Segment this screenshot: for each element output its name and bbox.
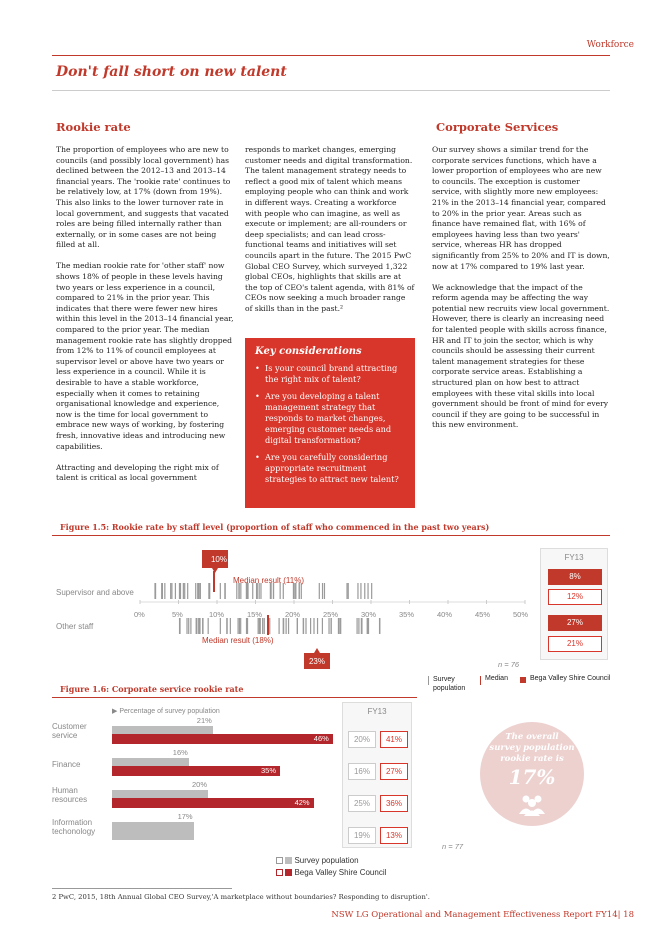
bar-row [52, 812, 332, 842]
corporate-bar-chart [52, 716, 332, 846]
fy-cell-council: 27% [548, 615, 602, 631]
council-bar: 46% [112, 734, 333, 744]
corporate-column [432, 145, 610, 441]
section-tag: Workforce [586, 40, 634, 50]
tick-label: 25% [323, 610, 339, 619]
survey-value-label: 20% [192, 780, 208, 789]
fy-cell-previous: 21% [548, 636, 602, 652]
survey-bar [112, 758, 189, 766]
legend-survey-label: Survey population [433, 676, 466, 692]
legend-council-label: Bega Valley Shire Council [530, 675, 611, 682]
legend-median-swatch [480, 676, 481, 685]
callout-line: rookie rate is [500, 754, 564, 764]
fy13-survey-cell: 19% [348, 827, 376, 844]
page-title: Don't fall short on new talent [56, 64, 287, 80]
fy13-council-cell: 13% [380, 827, 408, 844]
page-footer: NSW LG Operational and Management Effectiveness Report FY14| 18 [331, 910, 634, 920]
fy13-label: FY13 [564, 553, 584, 562]
legend-survey-row [276, 856, 359, 865]
middle-column [245, 145, 415, 325]
fy-cell-council: 8% [548, 569, 602, 585]
corporate-paragraph-2: We acknowledge that the impact of the reform agenda may be affecting the way potential new recruits view local government. However, there is clearly an increasing need for talented people with skills across finance, HR and IT to join the sector, which is why councils should be assessing their current talent management strategies for these corporate service areas. Establishing a structured plan on how best to attract employees with these vital skills into local government should be front of mind for every council if they are going to be successful in this new environment. [432, 282, 610, 430]
survey-value-label: 17% [177, 812, 193, 821]
axis-note: ▶ Percentage of survey population [112, 708, 220, 715]
legend-survey-fill [285, 857, 292, 864]
rookie-heading: Rookie rate [56, 120, 131, 134]
fy13-box-fig16 [342, 702, 412, 848]
tick-label: 10% [209, 610, 225, 619]
axis-tick-labels [130, 610, 540, 622]
row-label-supervisor: Supervisor and above [56, 588, 134, 597]
footnote: 2 PwC, 2015, 18th Annual Global CEO Survey,'A marketplace without boundaries? Responding to disruption'. [52, 893, 430, 901]
fig16-sample-size: n = 77 [442, 842, 464, 851]
fig16-legend [276, 856, 426, 882]
middle-paragraph-1: responds to market changes, emerging customer needs and digital transformation. The talent management strategy needs to reflect a good mix of talent which means employing people who can think and work in different ways. Creating a workforce with people who can imagine, as well as execute or implement; are all-rounders or deep specialists; and can lead cross-functional teams and initiatives will set councils apart in the future. The 2015 PwC Global CEO Survey, which surveyed 1,322 global CEOs, highlights that skills are at the top of CEO's talent agenda, with 81% of CEOs now seeking a much broader range of skills than in the past.² [245, 145, 415, 313]
flag-value-supervisor: 10% [210, 555, 227, 564]
bar-row [52, 716, 332, 746]
fy13-survey-cell: 20% [348, 731, 376, 748]
legend-council-label: Bega Valley Shire Council [294, 868, 387, 877]
legend-median-label: Median [485, 675, 508, 682]
flag-pointer-other-staff [314, 648, 320, 653]
category-label: Finance [52, 760, 81, 769]
council-bar: 42% [112, 798, 314, 808]
callout-line: The overall [505, 732, 559, 742]
corporate-heading: Corporate Services [436, 120, 559, 134]
fy13-box-fig15 [540, 548, 608, 660]
tick-label: 50% [513, 610, 529, 619]
figure-1-6-title: Figure 1.6: Corporate service rookie rate [60, 684, 244, 694]
tick-label: 20% [285, 610, 301, 619]
key-item: • Are you carefully considering appropriate recruitment strategies to attract new talent? [255, 452, 405, 485]
survey-bar-extended [112, 830, 194, 840]
category-label: Customer service [52, 722, 87, 740]
key-item: • Are you developing a talent management strategy that responds to market changes, emerging customer needs and digital transformation? [255, 391, 405, 446]
tick-label: 15% [247, 610, 263, 619]
rookie-paragraph-3: Attracting and developing the right mix of talent is critical as local government [56, 462, 219, 483]
tick-label: 0% [134, 610, 145, 619]
title-rule [52, 90, 610, 91]
tick-label: 40% [437, 610, 453, 619]
fig15-legend [428, 675, 613, 697]
rookie-rate-callout [480, 722, 584, 826]
tick-label: 5% [172, 610, 183, 619]
legend-survey-swatch [428, 676, 429, 685]
supervisor-strip [155, 583, 372, 599]
corporate-paragraph-1: Our survey shows a similar trend for the corporate services functions, which have a lower proportion of employees who are new to councils. The exception is customer service, with slightly more new employees: 21% in the 2013–14 financial year, compared to 20% in the prior year. Areas such as finance have remained flat, with 16% of employees having less than two years' service, whereas HR has dropped significantly from 25% to 20% and IT is down, now at 17% compared to 19% last year. [432, 145, 610, 271]
key-item: • Is your council brand attracting the right mix of talent? [255, 363, 405, 385]
legend-survey-label: Survey population [294, 856, 359, 865]
median-label-supervisor: Median result (11%) [233, 576, 304, 585]
council-bar: 35% [112, 766, 280, 776]
tick-label: 30% [361, 610, 377, 619]
tick-label: 45% [475, 610, 491, 619]
flag-pointer-supervisor [212, 568, 218, 573]
people-icon [516, 794, 548, 816]
fig15-sample-size: n = 76 [498, 660, 520, 669]
top-rule [52, 55, 610, 56]
row-label-other-staff: Other staff [56, 622, 94, 631]
callout-value: 17% [508, 765, 556, 789]
rookie-column [56, 145, 234, 494]
figure-1-5-title: Figure 1.5: Rookie rate by staff level (proportion of staff who commenced in the past two years) [60, 522, 490, 532]
tick-label: 35% [399, 610, 415, 619]
bar-row [52, 780, 332, 810]
category-label: Information techonology [52, 818, 96, 836]
legend-council-row [276, 868, 386, 877]
callout-text [480, 732, 584, 765]
fy13-survey-cell: 25% [348, 795, 376, 812]
legend-council-swatch [520, 677, 526, 683]
bar-row [52, 748, 332, 778]
footnote-rule [52, 888, 232, 889]
key-considerations-box [245, 338, 415, 508]
category-label: Human resources [52, 786, 88, 804]
fy13-label: FY13 [367, 707, 387, 716]
rookie-paragraph-2: The median rookie rate for 'other staff' now shows 18% of people in these levels having two years or less experience in a council, compared to 21% in the prior year. This indicates that there were fewer new hires within this level in the 2013–14 financial year, compared to the prior year. The median management rookie rate has slightly dropped from 12% to 11% of council employees at supervisor level or above have two years or less experience in a council. While it is desirable to have a stable workforce, especially when it comes to retaining organisational knowledge and experience, now is the time for local government to embrace new ways of working, by fostering fresh, innovative ideas and introducing new capabilities. [56, 261, 234, 451]
fy-cell-previous: 12% [548, 589, 602, 605]
figure-1-6-rule [52, 697, 417, 698]
survey-value-label: 21% [196, 716, 212, 725]
flag-value-other-staff: 23% [308, 657, 325, 666]
median-label-other-staff: Median result (18%) [202, 636, 274, 645]
legend-survey-swatch [276, 857, 283, 864]
fy13-council-cell: 41% [380, 731, 408, 748]
callout-line: survey population [489, 743, 575, 753]
legend-council-swatch [276, 869, 283, 876]
fy13-survey-cell: 16% [348, 763, 376, 780]
key-considerations-list [255, 363, 405, 485]
survey-bar [112, 790, 208, 798]
fy13-council-cell: 27% [380, 763, 408, 780]
survey-value-label: 16% [172, 748, 188, 757]
rookie-paragraph-1: The proportion of employees who are new to councils (and possibly local government) has declined between the 2012–13 and 2013–14 financial years. The 'rookie rate' continues to be relatively low, at 17% (down from 19%). This also links to the lower turnover rate in local government, and suggests that vacated roles are being filled internally rather than externally, or in some cases are not being filled at all. [56, 145, 231, 250]
fy13-council-cell: 36% [380, 795, 408, 812]
survey-bar [112, 726, 213, 734]
key-considerations-title: Key considerations [255, 346, 362, 357]
figure-1-5-rule [52, 535, 610, 536]
survey-bar [112, 822, 194, 830]
legend-council-fill [285, 869, 292, 876]
